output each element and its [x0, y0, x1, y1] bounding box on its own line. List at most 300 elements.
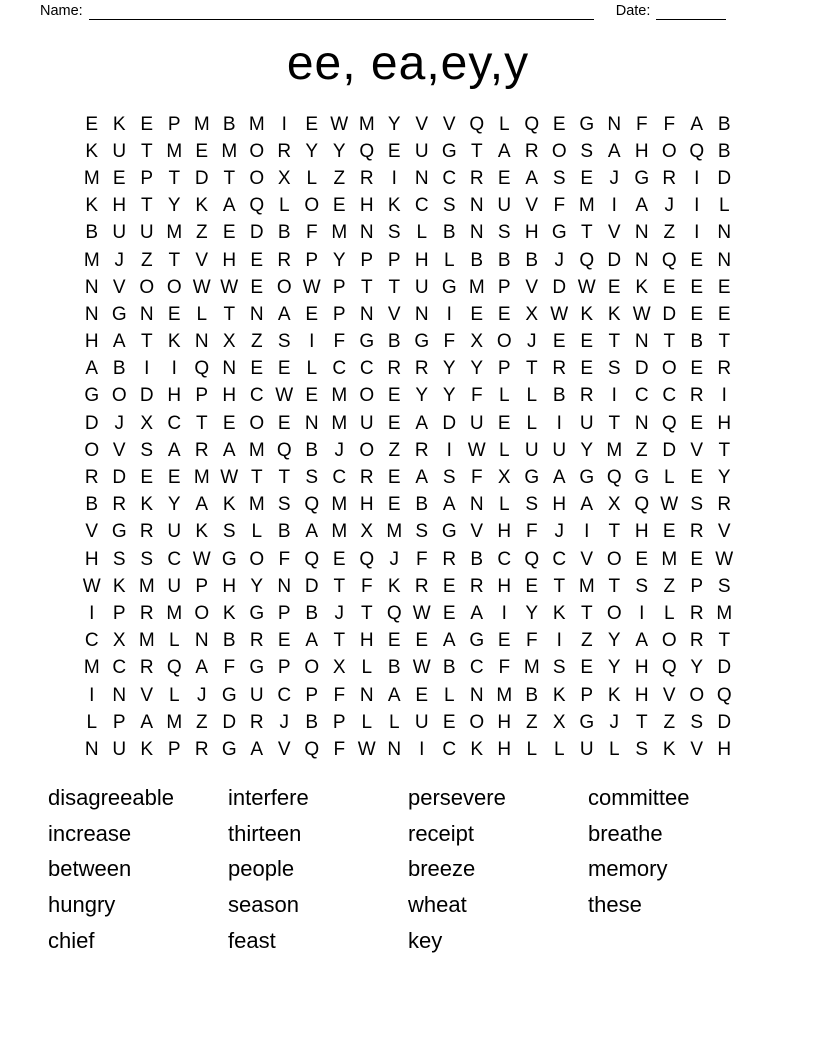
grid-letter: P	[360, 249, 374, 271]
grid-letter: L	[526, 412, 538, 434]
grid-letter: D	[552, 276, 567, 298]
grid-letter: J	[527, 331, 537, 353]
grid-letter: Y	[690, 657, 704, 679]
grid-letter: I	[171, 358, 177, 380]
grid-letter: E	[442, 711, 456, 733]
grid-letter: N	[469, 684, 484, 706]
grid-letter: J	[197, 684, 207, 706]
grid-letter: N	[359, 222, 374, 244]
grid-letter: F	[525, 521, 538, 543]
grid-letter: T	[360, 602, 373, 624]
grid-letter: Z	[250, 331, 263, 353]
grid-letter: W	[302, 276, 321, 298]
grid-letter: R	[387, 358, 402, 380]
grid-letter: D	[717, 167, 732, 189]
grid-letter: Y	[607, 630, 621, 652]
grid-letter: B	[85, 494, 99, 516]
grid-letter: E	[497, 303, 511, 325]
grid-letter: A	[140, 711, 154, 733]
grid-letter: I	[419, 738, 425, 760]
grid-letter: Y	[387, 113, 401, 135]
grid-letter: E	[167, 467, 181, 489]
grid-letter: V	[140, 684, 154, 706]
grid-letter: Q	[689, 140, 705, 162]
grid-letter: A	[195, 657, 209, 679]
grid-letter: E	[497, 412, 511, 434]
grid-letter: J	[554, 521, 564, 543]
grid-letter: R	[277, 249, 292, 271]
grid-letter: E	[167, 303, 181, 325]
grid-letter: H	[414, 249, 429, 271]
grid-letter: K	[607, 684, 621, 706]
grid-letter: V	[470, 521, 484, 543]
grid-letter: T	[580, 602, 593, 624]
grid-letter: X	[360, 521, 374, 543]
grid-letter: Z	[333, 167, 346, 189]
grid-letter: U	[414, 711, 429, 733]
word-search-grid	[78, 111, 738, 764]
grid-letter: T	[718, 331, 731, 353]
grid-letter: M	[331, 494, 348, 516]
grid-letter: F	[498, 657, 511, 679]
grid-letter: G	[469, 630, 485, 652]
grid-letter: W	[412, 657, 431, 679]
grid-letter: C	[469, 657, 484, 679]
grid-letter: K	[85, 140, 99, 162]
grid-letter: S	[442, 467, 456, 489]
word-item: hungry	[48, 892, 116, 918]
grid-letter: R	[689, 521, 704, 543]
grid-letter: C	[167, 412, 182, 434]
grid-letter: A	[305, 630, 319, 652]
grid-letter: P	[140, 167, 154, 189]
grid-letter: E	[580, 167, 594, 189]
grid-letter: T	[168, 167, 181, 189]
grid-letter: L	[361, 657, 373, 679]
grid-letter: N	[469, 222, 484, 244]
grid-letter: H	[552, 494, 567, 516]
grid-letter: G	[634, 167, 650, 189]
grid-letter: T	[278, 467, 291, 489]
grid-letter: Y	[305, 140, 319, 162]
grid-letter: T	[360, 276, 373, 298]
grid-letter: I	[694, 167, 700, 189]
grid-letter: Q	[716, 684, 732, 706]
grid-letter: R	[139, 521, 154, 543]
grid-letter: P	[332, 711, 346, 733]
grid-letter: G	[441, 276, 457, 298]
grid-letter: I	[556, 630, 562, 652]
grid-letter: E	[332, 195, 346, 217]
grid-letter: D	[139, 385, 154, 407]
grid-letter: Z	[140, 249, 153, 271]
grid-letter: K	[387, 575, 401, 597]
grid-letter: D	[249, 222, 264, 244]
grid-letter: M	[331, 412, 348, 434]
grid-letter: G	[579, 467, 595, 489]
grid-letter: I	[694, 222, 700, 244]
grid-letter: D	[662, 303, 677, 325]
grid-letter: C	[552, 548, 567, 570]
grid-letter: A	[250, 738, 264, 760]
grid-letter: T	[608, 412, 621, 434]
grid-letter: A	[195, 494, 209, 516]
grid-letter: O	[606, 548, 622, 570]
grid-letter: T	[608, 575, 621, 597]
grid-letter: R	[662, 167, 677, 189]
grid-letter: B	[112, 358, 126, 380]
grid-letter: S	[305, 467, 319, 489]
grid-letter: Q	[249, 195, 265, 217]
grid-letter: E	[387, 630, 401, 652]
grid-letter: N	[634, 412, 649, 434]
grid-letter: C	[112, 657, 127, 679]
grid-letter: E	[580, 657, 594, 679]
grid-letter: V	[690, 738, 704, 760]
grid-letter: E	[85, 113, 99, 135]
grid-letter: R	[194, 738, 209, 760]
grid-letter: H	[359, 494, 374, 516]
grid-letter: B	[387, 657, 401, 679]
grid-letter: A	[442, 494, 456, 516]
grid-letter: T	[580, 222, 593, 244]
grid-letter: K	[195, 521, 209, 543]
grid-letter: M	[358, 113, 375, 135]
grid-letter: M	[193, 467, 210, 489]
grid-letter: M	[138, 630, 155, 652]
grid-letter: N	[249, 303, 264, 325]
grid-letter: X	[332, 657, 346, 679]
grid-letter: A	[442, 630, 456, 652]
grid-letter: E	[690, 249, 704, 271]
grid-letter: U	[552, 439, 567, 461]
grid-letter: A	[415, 467, 429, 489]
grid-letter: D	[304, 575, 319, 597]
grid-letter: R	[139, 602, 154, 624]
grid-letter: P	[690, 575, 704, 597]
grid-letter: E	[415, 684, 429, 706]
grid-letter: H	[497, 711, 512, 733]
grid-letter: N	[359, 684, 374, 706]
grid-letter: N	[387, 738, 402, 760]
grid-letter: E	[525, 575, 539, 597]
grid-letter: D	[112, 467, 127, 489]
grid-letter: I	[556, 412, 562, 434]
grid-letter: M	[716, 602, 733, 624]
word-list-column	[48, 780, 228, 959]
grid-letter: Y	[442, 385, 456, 407]
grid-letter: F	[470, 385, 483, 407]
word-item: chief	[48, 927, 95, 953]
grid-letter: O	[139, 276, 155, 298]
word-item: receipt	[408, 820, 475, 846]
grid-letter: T	[525, 358, 538, 380]
grid-letter: E	[222, 412, 236, 434]
grid-letter: S	[112, 548, 126, 570]
grid-letter: P	[305, 249, 319, 271]
grid-letter: S	[607, 358, 621, 380]
grid-letter: N	[717, 249, 732, 271]
grid-letter: E	[140, 467, 154, 489]
grid-letter: M	[83, 249, 100, 271]
grid-letter: O	[661, 140, 677, 162]
grid-letter: P	[332, 303, 346, 325]
grid-letter: Q	[359, 140, 375, 162]
grid-letter: U	[359, 412, 374, 434]
grid-letter: W	[220, 467, 239, 489]
grid-letter: I	[584, 521, 590, 543]
grid-letter: H	[84, 548, 99, 570]
grid-letter: A	[387, 684, 401, 706]
grid-letter: M	[221, 140, 238, 162]
grid-letter: H	[222, 575, 237, 597]
grid-letter: O	[166, 276, 182, 298]
grid-letter: C	[442, 738, 457, 760]
grid-letter: R	[689, 602, 704, 624]
grid-letter: L	[608, 738, 620, 760]
grid-letter: N	[304, 412, 319, 434]
grid-letter: D	[84, 412, 99, 434]
grid-letter: O	[359, 439, 375, 461]
grid-letter: R	[414, 358, 429, 380]
grid-letter: T	[635, 711, 648, 733]
grid-letter: Y	[580, 439, 594, 461]
grid-letter: B	[497, 249, 511, 271]
grid-letter: Q	[606, 467, 622, 489]
grid-letter: A	[470, 602, 484, 624]
grid-letter: A	[167, 439, 181, 461]
grid-letter: N	[634, 331, 649, 353]
grid-letter: H	[222, 249, 237, 271]
grid-letter: L	[86, 711, 98, 733]
grid-letter: T	[388, 276, 401, 298]
word-item: increase	[48, 820, 132, 846]
grid-letter: I	[89, 684, 95, 706]
grid-letter: L	[498, 494, 510, 516]
grid-letter: M	[386, 521, 403, 543]
grid-letter: T	[140, 331, 153, 353]
grid-letter: D	[662, 439, 677, 461]
grid-letter: E	[415, 630, 429, 652]
grid-letter: J	[279, 711, 289, 733]
grid-letter: R	[442, 548, 457, 570]
grid-letter: W	[660, 494, 679, 516]
grid-letter: J	[114, 412, 124, 434]
grid-letter: L	[306, 167, 318, 189]
grid-letter: X	[525, 303, 539, 325]
grid-letter: B	[717, 140, 731, 162]
word-item: breathe	[588, 820, 663, 846]
grid-letter: J	[554, 249, 564, 271]
grid-letter: W	[577, 276, 596, 298]
grid-letter: K	[140, 738, 154, 760]
grid-letter: L	[498, 385, 510, 407]
grid-letter: H	[497, 575, 512, 597]
grid-letter: E	[112, 167, 126, 189]
grid-letter: C	[332, 358, 347, 380]
grid-letter: Y	[525, 602, 539, 624]
grid-letter: H	[634, 140, 649, 162]
grid-letter: U	[167, 521, 182, 543]
grid-letter: Z	[525, 711, 538, 733]
grid-letter: B	[415, 494, 429, 516]
grid-letter: L	[526, 385, 538, 407]
grid-letter: C	[359, 358, 374, 380]
grid-letter: G	[111, 521, 127, 543]
grid-letter: M	[166, 602, 183, 624]
grid-letter: X	[552, 711, 566, 733]
grid-letter: E	[332, 548, 346, 570]
grid-letter: N	[112, 684, 127, 706]
grid-letter: G	[221, 684, 237, 706]
grid-letter: T	[223, 167, 236, 189]
grid-letter: E	[635, 548, 649, 570]
grid-letter: S	[525, 494, 539, 516]
grid-letter: F	[470, 467, 483, 489]
grid-letter: D	[634, 358, 649, 380]
word-list-column	[588, 780, 768, 923]
grid-letter: O	[359, 385, 375, 407]
grid-letter: V	[525, 195, 539, 217]
grid-letter: K	[552, 602, 566, 624]
grid-letter: T	[250, 467, 263, 489]
grid-letter: Q	[634, 494, 650, 516]
grid-letter: I	[144, 358, 150, 380]
grid-letter: F	[278, 548, 291, 570]
grid-letter: R	[414, 575, 429, 597]
grid-letter: F	[443, 331, 456, 353]
grid-letter: L	[526, 738, 538, 760]
grid-letter: M	[523, 657, 540, 679]
grid-letter: L	[361, 711, 373, 733]
grid-letter: T	[470, 140, 483, 162]
grid-letter: X	[140, 412, 154, 434]
grid-letter: U	[414, 140, 429, 162]
grid-letter: H	[359, 630, 374, 652]
grid-letter: A	[85, 358, 99, 380]
grid-letter: F	[333, 331, 346, 353]
grid-letter: O	[249, 412, 265, 434]
grid-letter: B	[305, 602, 319, 624]
grid-letter: T	[718, 630, 731, 652]
grid-letter: E	[387, 467, 401, 489]
grid-letter: L	[498, 439, 510, 461]
grid-letter: B	[305, 711, 319, 733]
grid-letter: T	[718, 439, 731, 461]
grid-letter: L	[718, 195, 730, 217]
grid-letter: A	[305, 521, 319, 543]
word-item: people	[228, 856, 295, 882]
grid-letter: E	[140, 113, 154, 135]
grid-letter: U	[112, 222, 127, 244]
grid-letter: S	[635, 575, 649, 597]
grid-letter: B	[470, 548, 484, 570]
grid-letter: O	[249, 548, 265, 570]
grid-letter: J	[334, 602, 344, 624]
grid-letter: C	[249, 385, 264, 407]
word-list	[48, 780, 768, 959]
grid-letter: V	[85, 521, 99, 543]
grid-letter: C	[84, 630, 99, 652]
word-item: season	[228, 892, 299, 918]
grid-letter: G	[441, 140, 457, 162]
grid-letter: U	[469, 412, 484, 434]
grid-letter: F	[635, 113, 648, 135]
grid-letter: K	[195, 195, 209, 217]
grid-letter: Z	[195, 222, 208, 244]
grid-letter: E	[690, 467, 704, 489]
grid-letter: E	[580, 358, 594, 380]
grid-letter: D	[194, 167, 209, 189]
word-item: persevere	[408, 785, 506, 810]
grid-letter: M	[331, 521, 348, 543]
grid-letter: N	[277, 575, 292, 597]
grid-letter: G	[111, 303, 127, 325]
grid-letter: J	[609, 711, 619, 733]
grid-letter: O	[469, 711, 485, 733]
grid-letter: G	[441, 521, 457, 543]
grid-letter: O	[606, 602, 622, 624]
grid-letter: A	[580, 494, 594, 516]
grid-letter: E	[690, 548, 704, 570]
grid-letter: K	[222, 602, 236, 624]
grid-letter: I	[639, 602, 645, 624]
grid-letter: N	[359, 303, 374, 325]
grid-letter: A	[222, 195, 236, 217]
word-list-column	[408, 780, 588, 959]
grid-letter: K	[112, 575, 126, 597]
grid-letter: G	[249, 602, 265, 624]
grid-letter: F	[360, 575, 373, 597]
grid-letter: N	[717, 222, 732, 244]
grid-letter: F	[333, 738, 346, 760]
word-item: committee	[588, 785, 690, 810]
grid-letter: V	[525, 276, 539, 298]
grid-letter: T	[140, 195, 153, 217]
grid-letter: O	[496, 331, 512, 353]
grid-letter: E	[250, 358, 264, 380]
grid-letter: E	[250, 276, 264, 298]
date-fill-line	[656, 3, 726, 20]
grid-letter: Y	[332, 140, 346, 162]
grid-letter: W	[550, 303, 569, 325]
word-item: key	[408, 927, 443, 953]
grid-letter: E	[470, 303, 484, 325]
grid-letter: G	[551, 222, 567, 244]
grid-letter: A	[222, 439, 236, 461]
grid-letter: P	[277, 602, 291, 624]
grid-letter: C	[662, 385, 677, 407]
grid-letter: H	[497, 521, 512, 543]
grid-letter: D	[607, 249, 622, 271]
word-item: between	[48, 856, 132, 882]
grid-letter: Q	[524, 113, 540, 135]
grid-letter: E	[277, 358, 291, 380]
grid-letter: B	[717, 113, 731, 135]
grid-letter: M	[166, 140, 183, 162]
grid-letter: K	[85, 195, 99, 217]
grid-letter: A	[635, 195, 649, 217]
grid-letter: X	[277, 167, 291, 189]
grid-letter: G	[579, 711, 595, 733]
grid-letter: E	[690, 358, 704, 380]
grid-letter: J	[609, 167, 619, 189]
grid-letter: I	[281, 113, 287, 135]
grid-letter: E	[195, 140, 209, 162]
date-label: Date:	[615, 3, 651, 19]
grid-letter: I	[446, 303, 452, 325]
grid-letter: O	[249, 140, 265, 162]
